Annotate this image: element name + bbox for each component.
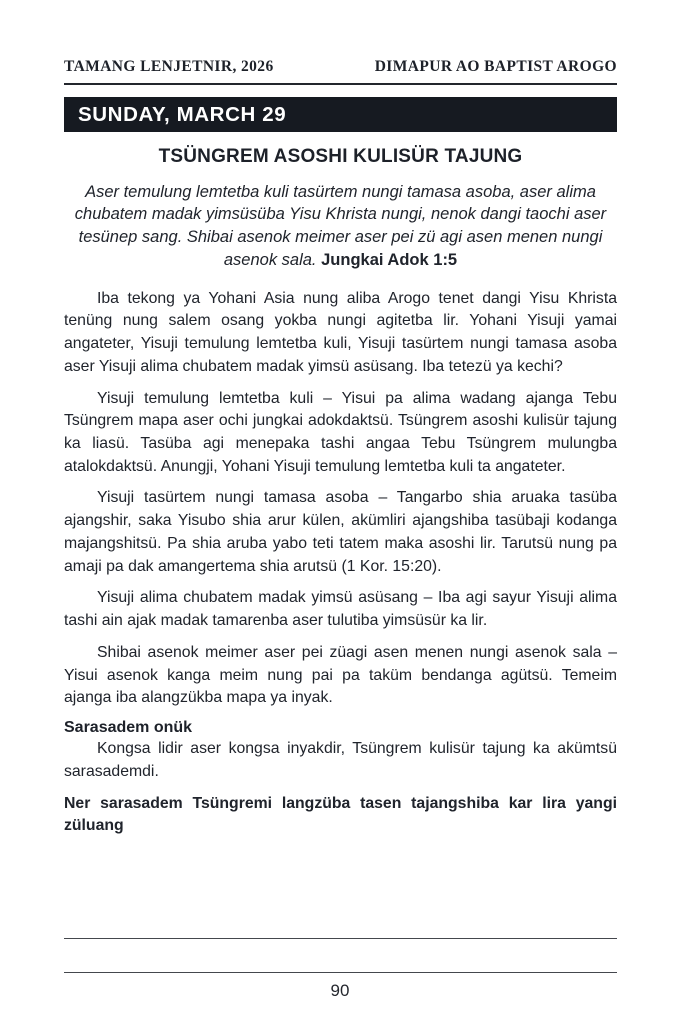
notes-writing-line	[64, 972, 617, 973]
article-title: TSÜNGREM ASOSHI KULISÜR TAJUNG	[158, 146, 523, 167]
date-banner-label: SUNDAY, MARCH 29	[78, 102, 287, 126]
notes-writing-line	[64, 938, 617, 939]
body-paragraph: Yisuji tasürtem nungi tamasa asoba – Tangarbo shia aruaka tasüba ajangshir, saka Yisubo shia arur külen, akümliri ajangshiba tasübaji kodanga majangshitsü. Pa shia aruba yabo teti tatem maka asoshi lir. Tarutsü nung pa amaji pa dak amangertema shia arutsü (1 Kor. 15:20).	[64, 489, 617, 575]
body-paragraph: Yisuji alima chubatem madak yimsü asüsang – Iba agi sayur Yisuji alima tashi ain ajak madak tamarenba aser tulutiba yimsüsür ka lir.	[64, 589, 617, 630]
verse-reference: Jungkai Adok 1:5	[321, 250, 458, 269]
section-heading: Sarasadem onük	[64, 719, 193, 737]
header-left-title: TAMANG LENJETNIR, 2026	[64, 58, 274, 75]
article-body	[64, 288, 617, 838]
body-paragraph: Kongsa lidir aser kongsa inyakdir, Tsüngrem kulisür tajung ka akümtsü sarasademdi.	[64, 740, 617, 780]
body-paragraph: Shibai asenok meimer aser pei züagi asen menen nungi asenok sala – Yisui asenok kanga meim nung pai pa taküm bendanga agütsü. Temeim ajanga iba alangzükba mapa ya inyak.	[64, 643, 617, 707]
header-right-title: DIMAPUR AO BAPTIST AROGO	[374, 58, 617, 75]
running-header	[64, 58, 617, 85]
body-paragraph: Yisuji temulung lemtetba kuli – Yisui pa alima wadang ajanga Tebu Tsüngrem mapa aser ochi jungkai adokdaktsü. Tsüngrem asoshi kulisür tajung ka liasü. Tasüba agi menepaka tashi angaa Tebu Tsüngrem mulungba atalokdaktsü. Anungji, Yohani Yisuji temulung lemtetba kuli ta angateter.	[64, 389, 617, 475]
body-paragraph: Iba tekong ya Yohani Asia nung aliba Arogo tenet dangi Yisu Khrista tenüng nung salem osang yokba nungi agitetba lir. Yohani Yisuji yamai angateter, Yisuji temulung lemtetba kuli, Yisuji tasürtem nungi tamasa asoba aser Yisuji alima chubatem madak yimsü asüsang. Iba tetezü ya kechi?	[64, 289, 617, 375]
date-banner	[64, 97, 617, 132]
page-number: 90	[330, 981, 350, 1000]
scripture-verse	[64, 181, 617, 271]
closing-note: Ner sarasadem Tsüngremi langzüba tasen tajangshiba kar lira yangi züluang	[64, 794, 617, 835]
verse-text: Aser temulung lemtetba kuli tasürtem nungi tamasa asoba, aser alima chubatem madak yimsüsüba Yisu Khrista nungi, nenok dangi taochi aser tesünep sang. Shibai asenok meimer aser pei zü agi asen menen nungi asenok sala.	[74, 182, 607, 269]
